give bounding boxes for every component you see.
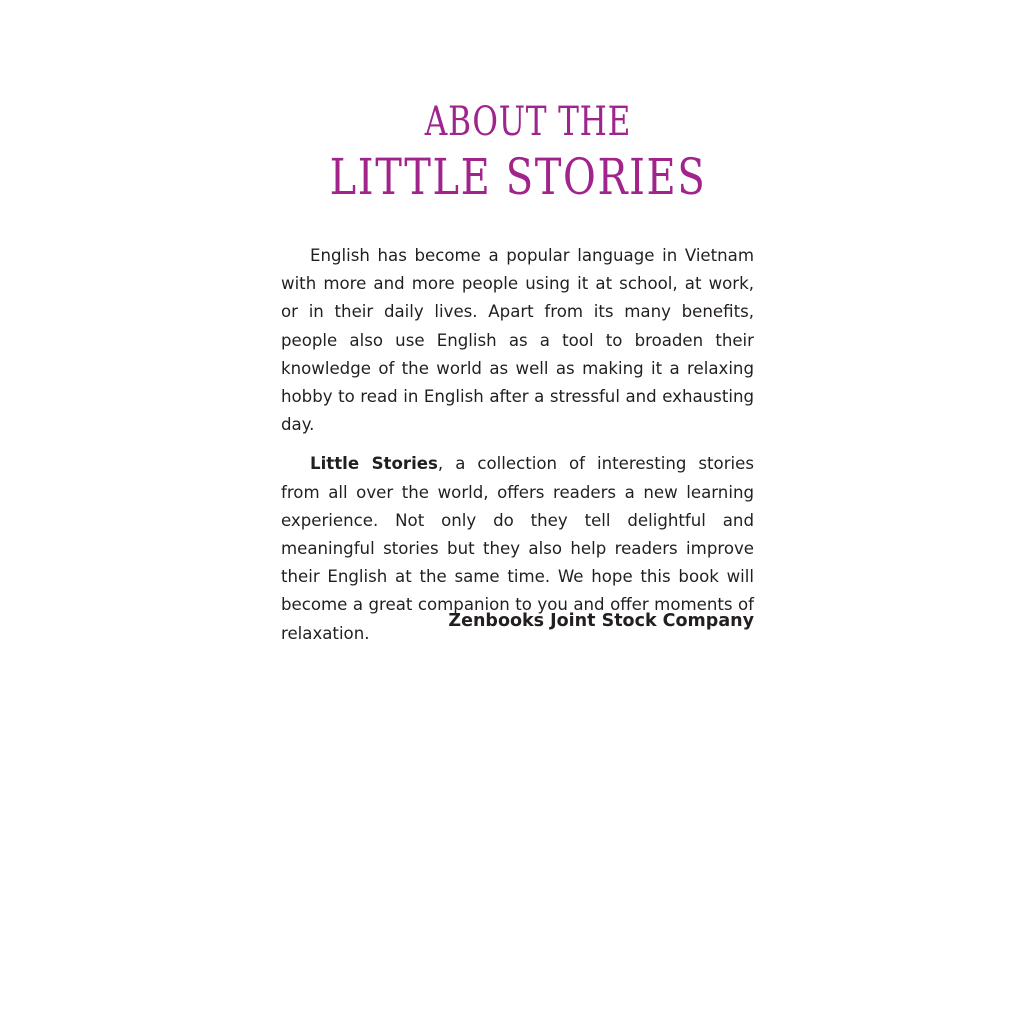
paragraph-2-text: , a collection of interesting stories from all over the world, offers readers a new learning experience. Not only do they tell delightful and meaningful stories but they also help readers improve their English at the same time. We hope this book will become a great companion to you and offer moments of relaxation. [281,454,754,643]
paragraph-1: English has become a popular language in Vietnam with more and more people using it at school, at work, or in their daily lives. Apart from its many benefits, people also use English as a tool to broaden their knowledge of the world as well as making it a relaxing hobby to read in English after a stressful and exhausting day. [281,246,754,435]
book-title-inline: Little Stories [310,454,438,474]
publisher-signature: Zenbooks Joint Stock Company [448,611,754,631]
page-title-line-1: ABOUT THE [424,99,632,145]
intro-text [281,242,754,659]
page-title-line-2: LITTLE STORIES [329,148,707,206]
